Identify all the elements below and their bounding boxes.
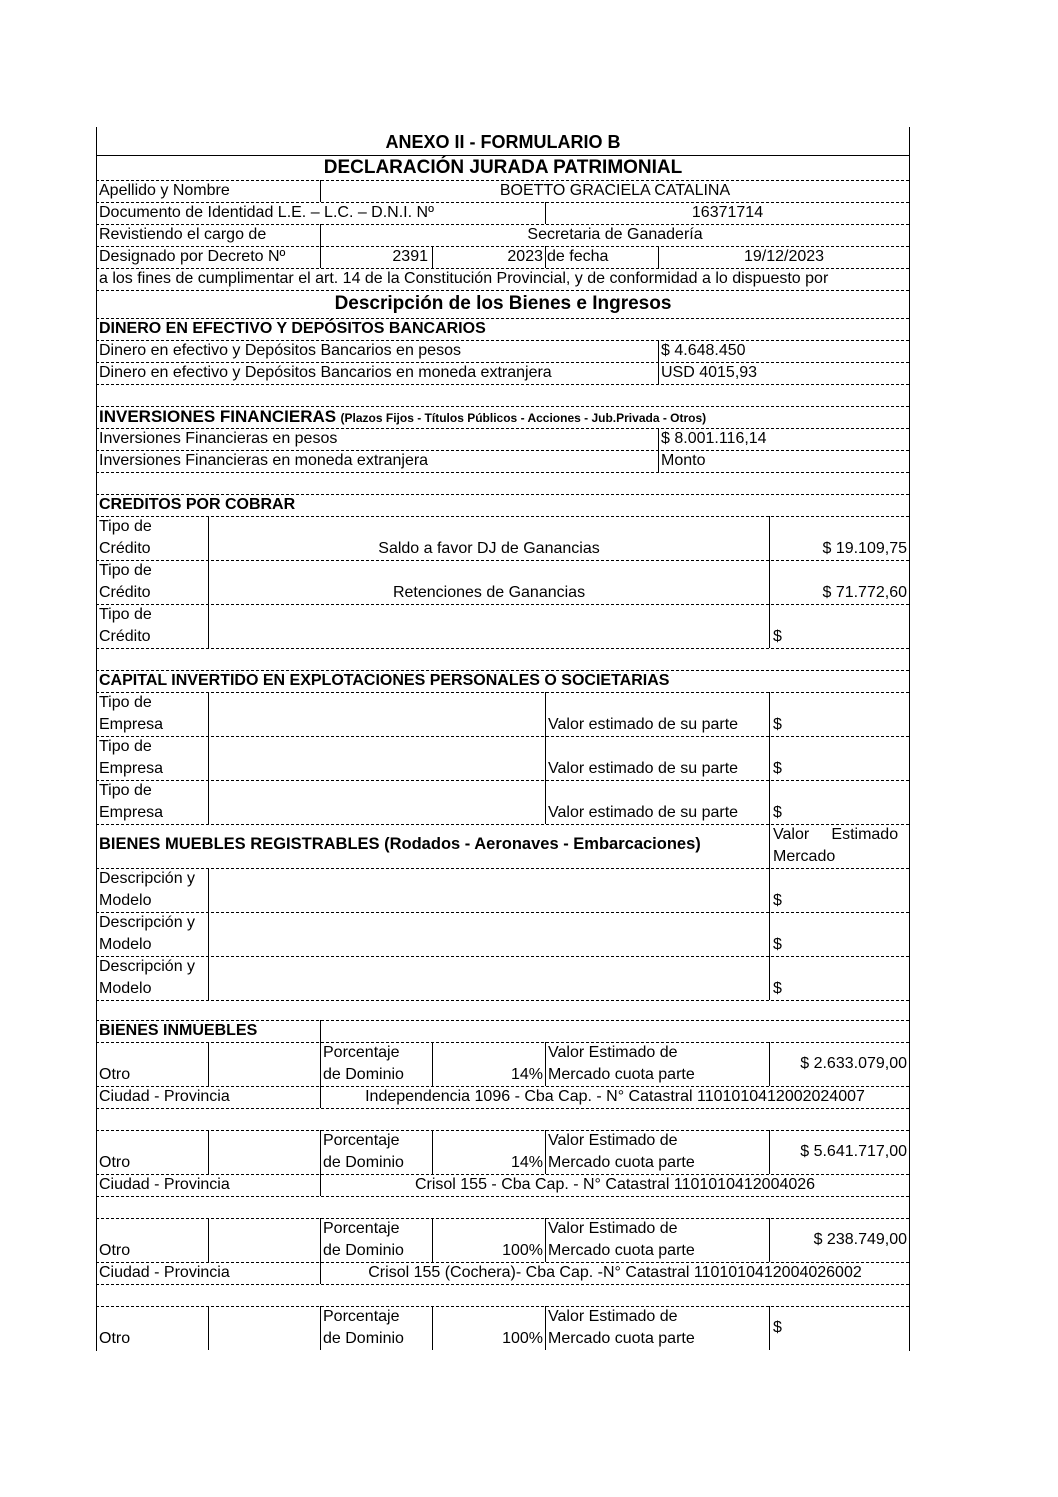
property-1-location: Independencia 1096 - Cba Cap. - N° Catastral 1101010412002024007	[365, 1088, 865, 1105]
property-2-type: Otro	[99, 1154, 131, 1171]
property-3-pct-label-2: de Dominio	[323, 1242, 404, 1259]
decree-year: 2023	[507, 248, 543, 265]
credit-3-label: Tipo de	[99, 606, 152, 623]
name-label: Apellido y Nombre	[99, 182, 230, 199]
movable-1-label: Descripción y	[99, 870, 196, 887]
position-label: Revistiendo el cargo de	[99, 226, 267, 243]
cash-foreign-label: Dinero en efectivo y Depósitos Bancarios en moneda extranjera	[99, 364, 552, 381]
credit-3-description	[209, 626, 769, 648]
movable-1-label-2: Modelo	[99, 892, 152, 909]
document-label: Documento de Identidad L.E. – L.C. – D.N.I. Nº	[99, 204, 434, 221]
movable-1-amount: $	[773, 892, 782, 909]
real-estate-section-title: BIENES INMUEBLES	[99, 1022, 258, 1039]
investments-section-subtitle: (Plazos Fijos - Títulos Públicos - Acciones - Jub.Privada - Otros)	[340, 411, 707, 425]
movables-value-header-2: Mercado	[773, 848, 836, 865]
property-4-pct-label: Porcentaje	[323, 1308, 400, 1325]
capital-2-label: Tipo de	[99, 738, 152, 755]
capital-3-label-2: Empresa	[99, 804, 164, 821]
credit-2-description: Retenciones de Ganancias	[392, 584, 586, 601]
movable-3-label-2: Modelo	[99, 980, 152, 997]
document-value: 16371714	[691, 204, 764, 221]
property-2-value: $ 5.641.717,00	[800, 1143, 907, 1160]
property-2-value-label: Valor Estimado de	[548, 1132, 678, 1149]
investments-section-title: INVERSIONES FINANCIERAS	[99, 407, 337, 426]
capital-section-title: CAPITAL INVERTIDO EN EXPLOTACIONES PERSONALES O SOCIETARIAS	[99, 672, 670, 689]
decree-date-label: de fecha	[547, 248, 609, 265]
property-2-location-label: Ciudad - Provincia	[99, 1176, 230, 1193]
movable-3-label: Descripción y	[99, 958, 196, 975]
capital-1-label: Tipo de	[99, 694, 152, 711]
investments-foreign-value: Monto	[661, 452, 706, 469]
credit-2-label-2: Crédito	[99, 584, 151, 601]
property-1-value-label: Valor Estimado de	[548, 1044, 678, 1061]
credit-1-description: Saldo a favor DJ de Ganancias	[378, 540, 600, 557]
property-3-location-label: Ciudad - Provincia	[99, 1264, 230, 1281]
capital-1-value-label: Valor estimado de su parte	[548, 716, 739, 733]
property-4-pct-label-2: de Dominio	[323, 1330, 404, 1347]
property-1-type: Otro	[99, 1066, 131, 1083]
credits-section-title: CREDITOS POR COBRAR	[99, 496, 296, 513]
decree-number: 2391	[392, 248, 428, 265]
capital-2-amount: $	[773, 760, 782, 777]
credit-3-label-2: Crédito	[99, 628, 151, 645]
investments-pesos-value: $ 8.001.116,14	[661, 430, 767, 447]
property-2-value-label-2: Mercado cuota parte	[548, 1154, 695, 1171]
capital-2-label-2: Empresa	[99, 760, 164, 777]
section-title: Descripción de los Bienes e Ingresos	[334, 293, 672, 314]
movable-3-amount: $	[773, 980, 782, 997]
property-4-value-label-2: Mercado cuota parte	[548, 1330, 695, 1347]
property-4-percentage: 100%	[502, 1330, 543, 1347]
property-3-pct-label: Porcentaje	[323, 1220, 400, 1237]
property-3-value-label: Valor Estimado de	[548, 1220, 678, 1237]
investments-section-header	[99, 406, 909, 428]
credit-1-label-2: Crédito	[99, 540, 151, 557]
capital-3-label: Tipo de	[99, 782, 152, 799]
cash-pesos-value: $ 4.648.450	[661, 342, 746, 359]
position-value: Secretaria de Ganadería	[527, 226, 703, 243]
movable-2-amount: $	[773, 936, 782, 953]
property-1-percentage: 14%	[510, 1066, 543, 1083]
name-value: BOETTO GRACIELA CATALINA	[499, 182, 731, 199]
credit-2-label: Tipo de	[99, 562, 152, 579]
right-border	[909, 127, 910, 1351]
property-2-pct-label: Porcentaje	[323, 1132, 400, 1149]
property-1-value-label-2: Mercado cuota parte	[548, 1066, 695, 1083]
property-1-pct-label-2: de Dominio	[323, 1066, 404, 1083]
decree-date-value: 19/12/2023	[743, 248, 825, 265]
movables-value-header: Valor Estimado	[773, 826, 899, 843]
legal-text: a los fines de cumplimentar el art. 14 de la Constitución Provincial, y de conformidad a lo dispuesto por	[99, 270, 829, 287]
capital-3-amount: $	[773, 804, 782, 821]
investments-foreign-label: Inversiones Financieras en moneda extranjera	[99, 452, 429, 469]
credit-3-amount: $	[773, 628, 782, 645]
property-1-pct-label: Porcentaje	[323, 1044, 400, 1061]
property-4-type: Otro	[99, 1330, 131, 1347]
property-3-value-label-2: Mercado cuota parte	[548, 1242, 695, 1259]
property-2-pct-label-2: de Dominio	[323, 1154, 404, 1171]
property-4-value: $	[773, 1319, 782, 1336]
capital-1-amount: $	[773, 716, 782, 733]
movables-section-title: BIENES MUEBLES REGISTRABLES (Rodados - Aeronaves - Embarcaciones)	[99, 835, 701, 853]
movable-2-label: Descripción y	[99, 914, 196, 931]
property-3-value: $ 238.749,00	[813, 1231, 907, 1248]
property-2-percentage: 14%	[510, 1154, 543, 1171]
credit-2-amount: $ 71.772,60	[822, 584, 907, 601]
cash-section-title: DINERO EN EFECTIVO Y DEPÓSITOS BANCARIOS	[99, 320, 486, 337]
credit-1-label: Tipo de	[99, 518, 152, 535]
document-title: DECLARACIÓN JURADA PATRIMONIAL	[323, 157, 683, 178]
capital-2-value-label: Valor estimado de su parte	[548, 760, 739, 777]
property-3-percentage: 100%	[502, 1242, 543, 1259]
movable-2-label-2: Modelo	[99, 936, 152, 953]
property-4-value-label: Valor Estimado de	[548, 1308, 678, 1325]
credit-1-amount: $ 19.109,75	[822, 540, 907, 557]
property-1-value: $ 2.633.079,00	[800, 1055, 907, 1072]
decree-label: Designado por Decreto Nº	[99, 248, 286, 265]
investments-pesos-label: Inversiones Financieras en pesos	[99, 430, 338, 447]
property-2-location: Crisol 155 - Cba Cap. - N° Catastral 1101010412004026	[414, 1176, 816, 1193]
cash-pesos-label: Dinero en efectivo y Depósitos Bancarios en pesos	[99, 342, 461, 359]
annex-title: ANEXO II - FORMULARIO B	[385, 132, 621, 152]
property-1-location-label: Ciudad - Provincia	[99, 1088, 230, 1105]
property-3-type: Otro	[99, 1242, 131, 1259]
capital-3-value-label: Valor estimado de su parte	[548, 804, 739, 821]
cash-foreign-value: USD 4015,93	[661, 364, 758, 381]
capital-1-label-2: Empresa	[99, 716, 164, 733]
property-3-location: Crisol 155 (Cochera)- Cba Cap. -N° Catastral 1101010412004026002	[368, 1264, 862, 1281]
